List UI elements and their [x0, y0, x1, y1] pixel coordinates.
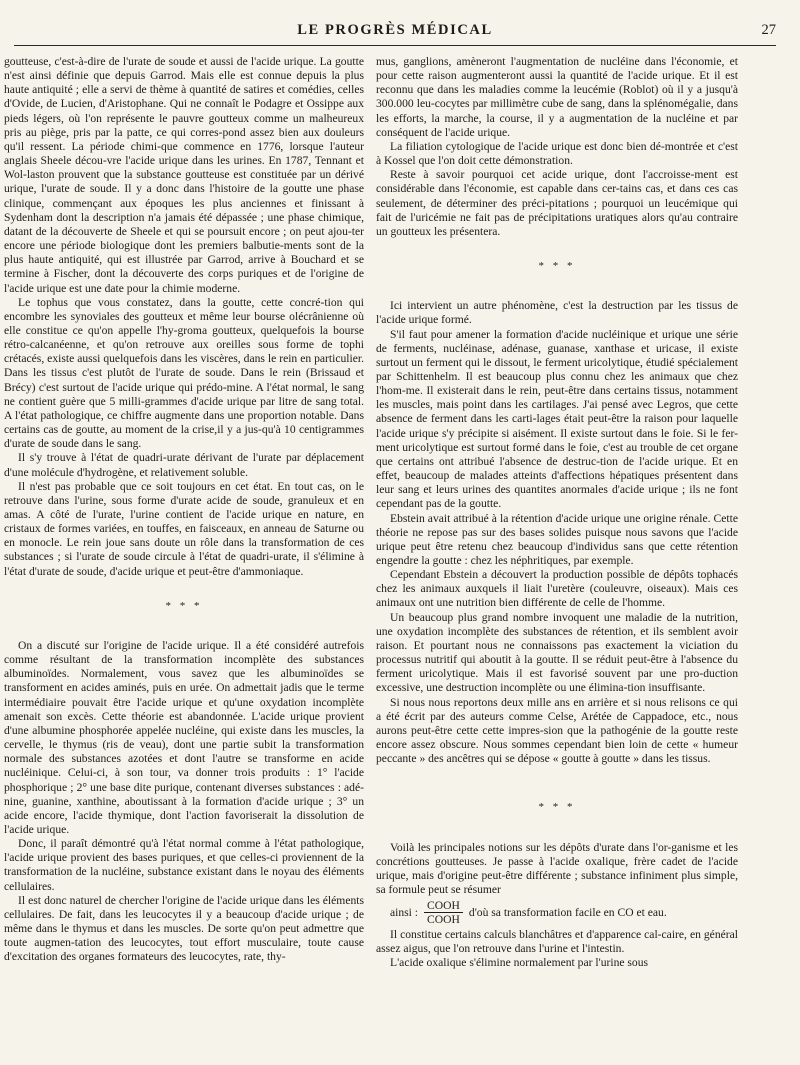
- formula-lead: ainsi :: [390, 905, 419, 919]
- paragraph: Il s'y trouve à l'état de quadri-urate dérivant de l'urate par déplacement d'une molécule d'hydrogène, et relativement soluble.: [4, 451, 364, 479]
- paragraph: S'il faut pour amener la formation d'acide nucléinique et urique une série de ferments, nucléinase, adénase, guanase, xanthase et uricase, il existe surtout un ferment qui le dissout, le ferment uricolytique, étudié spécialement par Schittenhelm. Il est beaucoup plus connu chez les animaux que chez l'hom-me. Il existerait dans le rein, peut-être dans certains tissus, notamment les muscles, mais point dans les cartilages. J'ai pensé avec Legros, que cette absence de ferment dans les carti-lages était peut-être la raison pour laquelle l'acide urique s'y précipite si aisément. Il existe surtout dans le foie. Si le fer-ment uricolytique est surtout formé dans le foie, c'est au trouble de cet organe que certains ont attribué l'absence de destruc-tion de l'acide urique. Et en effet, beaucoup de malades atteints d'affections hépatiques présentent dans leur sang et leurs urines des quantites anormales d'acide urique ; ils ne font cependant pas de la goutte.: [376, 327, 738, 511]
- right-column: [376, 55, 738, 1060]
- paragraph: Un beaucoup plus grand nombre invoquent une maladie de la nutrition, une oxydation incomplète des substances de rétention, et ils semblent avoir raison. Et pourtant nous ne connaissons pas exactement la viciation du processus nutritif qui aboutit à la goutte. Il se réduit peut-être à l'absence du ferment uricolytique. Mais il est favorisé souvent par une pro-duction excessive, une destruction incomplète ou une élimina-tion insuffisante.: [376, 610, 738, 695]
- formula-denominator: COOH: [427, 913, 460, 927]
- paragraph: mus, ganglions, amèneront l'augmentation de nucléine dans l'économie, et pour cette raison augmenteront aussi la quantité de l'acide urique. Et il est reconnu que dans les maladies comme la leucémie (Roblot) où il y a jusqu'à 300.000 leu-cocytes par millimètre cube de sang, dans la splénomégalie, dans les efforts, la marche, la course, il y a augmentation de la nucléine et par conséquent de l'acide urique.: [376, 55, 738, 139]
- formula-fraction: [424, 899, 463, 926]
- section-separator: * * *: [165, 599, 203, 612]
- header-rule: [14, 45, 776, 46]
- formula-numerator: COOH: [424, 899, 463, 913]
- paragraph: Ici intervient un autre phénomène, c'est la destruction par les tissus de l'acide urique formé.: [376, 299, 738, 327]
- running-header: [14, 22, 776, 46]
- paragraph: L'acide oxalique s'élimine normalement par l'urine sous: [390, 956, 649, 970]
- paragraph: Il n'est pas probable que ce soit toujours en cet état. En tout cas, on le retrouve dans l'urine, sous forme d'urate acide de soude, granuleux et en amas. A côté de l'urate, l'urine contient de l'acide urique en nature, en cristaux de formes variées, en touffes, en faisceaux, en anneau de Saturne ou en monocle. Le rein joue sans doute un rôle dans la transformation de ces substances ; si l'urate de soude circule à l'état de quadri-urate, il s'élimine à l'état d'urate de soude, d'acide urique et peut-être d'ammoniaque.: [4, 479, 364, 578]
- paragraph: Reste à savoir pourquoi cet acide urique, dont l'accroisse-ment est considérable dans l'économie, est capable dans cer-tains cas, et dans ces cas seulement, de déterminer des préci-pitations ; pourquoi un leucémique qui fait de l'uricémie ne fait pas de précipitations uratiques alors qu'au contraire un goutteux les présentera.: [376, 168, 738, 238]
- paragraph: Ebstein avait attribué à la rétention d'acide urique une origine rénale. Cette théorie ne repose pas sur des bases solides puisque nous savons que l'acide urique peut être retenu chez beaucoup d'individus sans que cette rétention engendre la goutte : chez les néphritiques, par exemple.: [376, 511, 738, 567]
- oxalic-acid-formula: [376, 899, 738, 926]
- paragraph: Cependant Ebstein a découvert la production possible de dépôts tophacés chez les animaux auxquels il liait l'uretère (couleuvre, oiseaux). Mais ces animaux ont une nutrition bien différente de celle de l'homme.: [376, 568, 738, 610]
- formula-tail: d'où sa transformation facile en CO et eau.: [468, 905, 667, 919]
- paragraph: Si nous nous reportons deux mille ans en arrière et si nous relisons ce qui a été écrit par des auteurs comme Celse, Arétée de Cappadoce, etc., nous aurons peut-être cette cette impres-sion que la pathogénie de la goutte reste encore assez obscure. Nous sommes cependant bien loin de cette « humeur peccante » des ancêtres qui se dépose « goutte à goutte » dans les tissus.: [376, 695, 738, 766]
- paragraph: La filiation cytologique de l'acide urique est donc bien dé-montrée et c'est à Kossel que l'on doit cette démonstration.: [376, 139, 738, 168]
- section-separator: * * *: [538, 260, 576, 273]
- journal-title: LE PROGRÈS MÉDICAL: [297, 22, 493, 38]
- paragraph: Donc, il paraît démontré qu'à l'état normal comme à l'état pathologique, l'acide urique provient des bases puriques, et que celles-ci proviennent de la transformation de la nucléine, substance existant dans le noyau des éléments cellulaires.: [4, 837, 364, 893]
- paragraph: Le tophus que vous constatez, dans la goutte, cette concré-tion qui encombre les synoviales des goutteux et même leur bourse olécrânienne où elle constitue ce qu'on appelle l'hy-groma goutteux, quelquefois la bourse rétro-calcanéenne, et qu'on retrouve aux oreilles sous forme de tophi crétacés, existe aussi quelquefois dans les viscères, dans le rein en particulier. Dans les tissus c'est plutôt de l'urate de soude. Dans le rein (Brissaud et Brécy) c'est surtout de l'acide urique qui prédo-mine. A l'état normal, le sang ne contient guère que 5 milli-grammes d'acide urique par litre de sang total. A l'état pathologique, ce chiffre augmente dans une proportion notable. Dans certains cas de goutte, au moment de la crise,il y a jus-qu'à 10 centigrammes d'urate de soude dans le sang.: [4, 295, 364, 451]
- paragraph: On a discuté sur l'origine de l'acide urique. Il a été considéré autrefois comme résultant de la transformation incomplète des substances albuminoïdes. Normalement, vous savez que les albuminoïdes se transforment en acides aminés, puis en urée. On admettait jadis que le terme intermédiaire pouvait être l'acide urique et qu'une oxydation incomplète amenait son excès. Cette théorie est abandonnée. L'acide urique provient d'une albumine phosphorée appelée nucléine, qui existe dans les muscles, la cervelle, le thymus (ris de veau), dont une partie subit la transformation normale des substances azotées et dont l'autre se transforme en acide nucléinique. Celui-ci, à son tour, va donner trois produits : 1° l'acide phosphorique ; 2° une base dite purique, contenant diverses substances : adé-nine, guanine, xanthine, aboutissant à la formation d'acide urique ; 3° un acide encore, l'acide thymique, dont l'action favoriserait la dissolution de l'acide urique.: [4, 638, 364, 836]
- paragraph: Voilà les principales notions sur les dépôts d'urate dans l'or-ganisme et les concrétions goutteuses. Je passe à l'acide oxalique, frère cadet de l'acide urique, mais d'origine peut-être différente ; substance infiniment plus simple, sa formule peut se résumer: [376, 840, 738, 896]
- left-column: [4, 55, 364, 1060]
- paragraph: goutteuse, c'est-à-dire de l'urate de soude et aussi de l'acide urique. La goutte n'est ainsi définie que depuis Garrod. Mais elle est connue depuis la plus haute antiquité ; elle a servi de thème à quantité de satires et comédies, celles d'Ovide, de Lucien, d'Aristophane. Qui ne connaît le Podagre et Ossippe aux pieds légers, où l'on représente le pauvre goutteux comme un malheureux pris au piège, pris par la patte, ce qui corres-pond assez bien aux douleurs qu'il ressent. La période chimi-que commence en 1776, lorsque l'auteur anglais Sheele décou-vre l'acide urique dans les urines. En 1787, Tennant et Wol-laston prouvent que la substance goutteuse est constituée par un dérivé urique, l'urate de soude. Il y a donc dans l'histoire de la goutte une phase clinique, commençant aux époques les plus anciennes et finissant à Sydenham dont la description n'a jamais été dépassée ; une phase chimique, datant de la découverte de Sheele et qui se poursuit encore ; on peut ajou-ter encore une période biologique dont les premiers balbutie-ments sont de la plus haute antiquité, qui est illustrée par Garrod, arrive à Bouchard et se termine à Fischer, dont la découverte des corps puriques et de l'origine de l'acide urique est une date pour la chimie moderne.: [4, 55, 364, 295]
- paragraph: Il est donc naturel de chercher l'origine de l'acide urique dans les éléments cellulaires. De fait, dans les leucocytes il y a beaucoup d'acide urique ; de même dans le thymus et dans les muscles. De sorte qu'on peut admettre que toute augmen-tation des leucocytes, tout effort musculaire, toute cause d'excitation des organes formateurs des leucocytes, rate, thy-: [4, 893, 364, 964]
- section-separator: * * *: [538, 801, 576, 814]
- paragraph: Il constitue certains calculs blanchâtres et d'apparence cal-caire, en général assez aigus, que l'on retrouve dans l'urine et l'intestin.: [376, 928, 738, 956]
- page-number: 27: [761, 22, 776, 38]
